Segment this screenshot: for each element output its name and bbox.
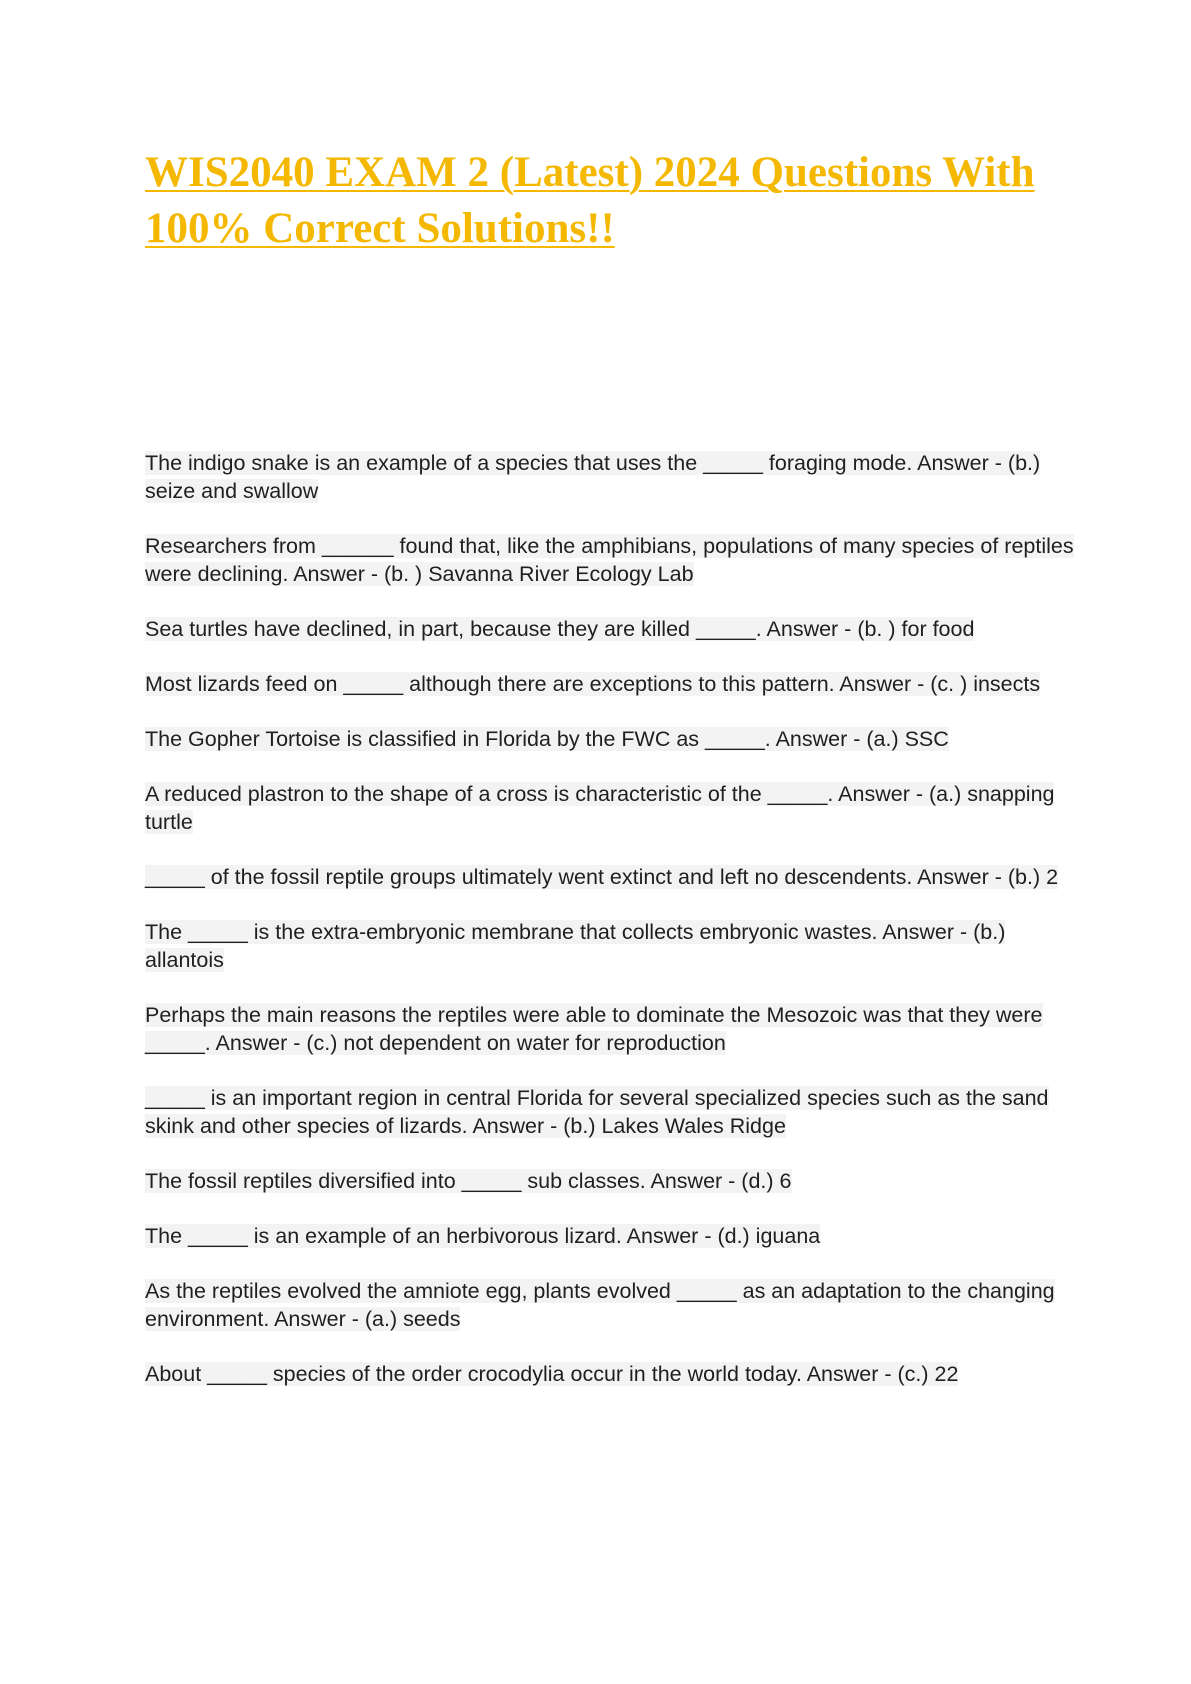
qa-item <box>145 863 1075 891</box>
qa-text: The _____ is an example of an herbivorous lizard. Answer - (d.) iguana <box>145 1224 821 1248</box>
question-answer-list <box>145 449 1075 1415</box>
qa-text: The _____ is the extra-embryonic membrane that collects embryonic wastes. Answer - (b.) allantois <box>145 920 1006 972</box>
qa-item <box>145 725 1075 753</box>
qa-text: As the reptiles evolved the amniote egg, plants evolved _____ as an adaptation to the changing environment. Answer - (a.) seeds <box>145 1279 1055 1331</box>
document-title: WIS2040 EXAM 2 (Latest) 2024 Questions With 100% Correct Solutions!! <box>145 149 1035 252</box>
qa-text: _____ of the fossil reptile groups ultimately went extinct and left no descendents. Answer - (b.) 2 <box>145 865 1059 889</box>
qa-item <box>145 1084 1075 1140</box>
qa-text: Perhaps the main reasons the reptiles were able to dominate the Mesozoic was that they were _____. Answer - (c.) not dependent on water for reproduction <box>145 1003 1043 1055</box>
qa-item <box>145 532 1075 588</box>
qa-item <box>145 670 1075 698</box>
qa-item <box>145 615 1075 643</box>
qa-text: About _____ species of the order crocodylia occur in the world today. Answer - (c.) 22 <box>145 1362 959 1386</box>
qa-text: The fossil reptiles diversified into _____ sub classes. Answer - (d.) 6 <box>145 1169 792 1193</box>
qa-item <box>145 780 1075 836</box>
qa-item <box>145 1001 1075 1057</box>
qa-text: _____ is an important region in central Florida for several specialized species such as the sand skink and other species of lizards. Answer - (b.) Lakes Wales Ridge <box>145 1086 1049 1138</box>
qa-text: Most lizards feed on _____ although there are exceptions to this pattern. Answer - (c. ) insects <box>145 672 1041 696</box>
qa-item <box>145 1222 1075 1250</box>
qa-item <box>145 1167 1075 1195</box>
qa-text: Researchers from ______ found that, like the amphibians, populations of many species of reptiles were declining. Answer - (b. ) Savanna River Ecology Lab <box>145 534 1074 586</box>
qa-item <box>145 449 1075 505</box>
qa-text: Sea turtles have declined, in part, because they are killed _____. Answer - (b. ) for food <box>145 617 975 641</box>
qa-text: The indigo snake is an example of a species that uses the _____ foraging mode. Answer - (b.) seize and swallow <box>145 451 1041 503</box>
qa-item <box>145 918 1075 974</box>
qa-text: The Gopher Tortoise is classified in Florida by the FWC as _____. Answer - (a.) SSC <box>145 727 949 751</box>
qa-text: A reduced plastron to the shape of a cross is characteristic of the _____. Answer - (a.) snapping turtle <box>145 782 1055 834</box>
qa-item <box>145 1277 1075 1333</box>
qa-item <box>145 1360 1075 1388</box>
